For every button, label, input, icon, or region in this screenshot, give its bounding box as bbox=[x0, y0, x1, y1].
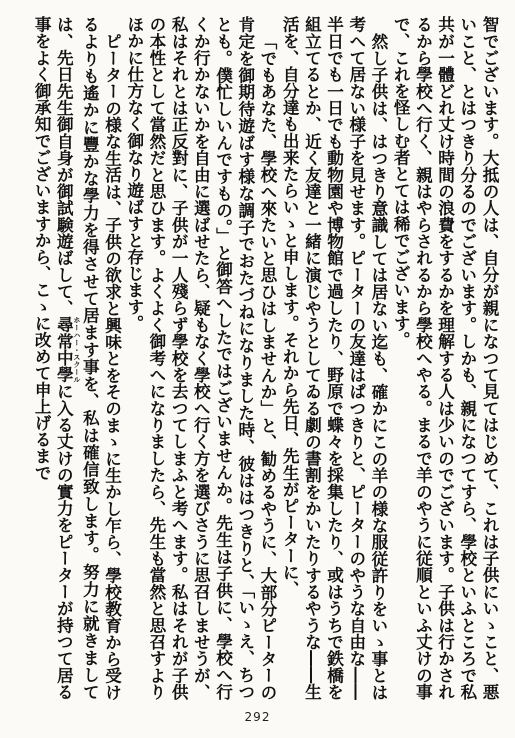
ruby-term: 尋常中學ホーハー・スクール bbox=[54, 316, 82, 384]
paragraph-1: 智でございます。大抵の人は、自分が親になつて見てはじめて、これは子供にいゝこと、悪いこと、とはつきり分るのでございます。しかも、親になつてすら、學校といふところで私共が一體どれ丈け時間の浪費をするかを理解する人は少いのでございます。子供は行かされるから學校へ行く、親はやらされるから學校へやる。まるで羊のやうに従順といふ丈けの事で、これを怪しむ者とては稀でございます。 bbox=[391, 16, 500, 700]
vertical-text-body bbox=[8, 16, 501, 700]
page-number: 292 bbox=[244, 710, 271, 724]
paragraph-2: 然し子供は、はつきり意識しては居ない迄も、確かにこの羊の様な服従許りをいゝ事とは考へて居ない様子を見せます。ピーターの友達はぱつきりと、ピーターのやうな自由な――半日でも一日でも動物園や博物館で過したり、野原で蝶々を採集したり、或はうちで鉄橋を組立てるとか、近く友達と一緒に演じやうとしてゐる劇の書割をかいたりするやうな――生活を、自分達も出来たらいゝと申します。それから先日、先生がピーターに、 bbox=[280, 16, 389, 700]
ruby-reading: ホーハー・スクール bbox=[72, 316, 82, 383]
paragraph-4: ピーターの様な生活は、子供の欲求と興味とをそのまゝに生かし乍ら、學校教育から受けるよりも遙かに豐かな學力を得させて居ます事を、私は確信致します。努力に就きましては、先日先生御自身が御試験遊ばして、尋常中學ホーハー・スクールに入る丈けの實力をピーターが持つて居る事をよく御承知でございますから、こゝに改めて申上げるまで bbox=[32, 16, 123, 700]
paragraph-3: 「でもあなた、學校へ來たいと思ひはしませんか」と、勧めるやうに、大部分ピーターの肯定を御期待遊ばす様な調子でおたづねになりました時、彼ははつきりと、「いゝえ、ちつとも。僕忙しいんですもの。」と御答へしたではございませんか。先生は子供に、學校へ行くか行かないかを自由に選ばせたら、疑もなく學校へ行く方を選びさうに思召しませうが、私はそれとは正反對に、子供が一人殘らず學校を去つてしまふと考へます。私はそれが子供の本性として當然だと思ひます。よくよく御考へになりましたら、先生も當然と思召すよりほかに仕方なく御なり遊ばすと存じます。 bbox=[124, 16, 278, 700]
